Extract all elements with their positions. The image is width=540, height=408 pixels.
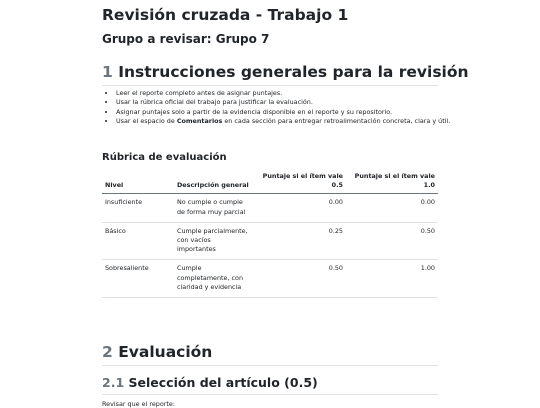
instruction-item	[116, 117, 452, 126]
rubric-table	[102, 170, 438, 298]
rubric-heading: Rúbrica de evaluación	[102, 152, 227, 163]
page-title: Revisión cruzada - Trabajo 1	[102, 6, 349, 24]
instruction-item	[116, 98, 452, 107]
section-2-1-intro-text: Revisar que el reporte:	[102, 400, 175, 408]
instruction-text: Usar la rúbrica oficial del trabajo para justificar la evaluación.	[116, 98, 313, 107]
page-subtitle: Grupo a revisar: Grupo 7	[102, 32, 270, 46]
column-header-description: Descripción general	[174, 170, 252, 194]
section-2-number: 2	[102, 343, 113, 361]
column-header-score-0-5: Puntaje si el ítem vale 0.5	[252, 170, 346, 194]
cell-score-0-5: 0.50	[252, 260, 346, 298]
cell-score-1-0: 1.00	[346, 260, 438, 298]
cell-score-1-0: 0.00	[346, 194, 438, 222]
instruction-item	[116, 89, 452, 98]
column-header-score-1-0: Puntaje si el ítem vale 1.0	[346, 170, 438, 194]
instruction-item	[116, 108, 452, 117]
section-1-title: Instrucciones generales para la revisión	[118, 63, 469, 81]
cell-level: Básico	[102, 222, 174, 260]
section-1-number: 1	[102, 63, 113, 81]
instruction-text: Usar el espacio de	[116, 117, 177, 126]
cell-level: Insuficiente	[102, 194, 174, 222]
instructions-list	[102, 89, 452, 127]
section-2-1-title: Selección del artículo (0.5)	[128, 375, 318, 390]
section-1-heading	[102, 63, 469, 86]
instruction-bold-text: Comentarios	[176, 117, 223, 126]
instruction-text: Leer el reporte completo antes de asignar puntajes.	[116, 89, 283, 97]
cell-score-0-5: 0.00	[252, 194, 346, 222]
table-row	[102, 194, 438, 222]
table-row	[102, 222, 438, 260]
instruction-text: Asignar puntajes solo a partir de la evidencia disponible en el reporte y su repositorio.	[116, 107, 393, 116]
cell-score-0-5: 0.25	[252, 222, 346, 260]
cell-description: Cumple parcialmente, con vacíos importantes	[174, 222, 252, 260]
column-header-level: Nivel	[102, 170, 174, 194]
section-2-title: Evaluación	[118, 343, 213, 361]
section-2-heading	[102, 343, 438, 366]
cell-description: Cumple completamente, con claridad y evidencia	[174, 260, 252, 298]
cell-description: No cumple o cumple de forma muy parcial	[174, 194, 252, 222]
cell-level: Sobresaliente	[102, 260, 174, 298]
cell-score-1-0: 0.50	[346, 222, 438, 260]
instruction-text: en cada sección para entregar retroalimentación concreta, clara y útil.	[222, 117, 451, 126]
table-row	[102, 260, 438, 298]
section-2-1-heading	[102, 375, 438, 395]
table-header-row	[102, 170, 438, 194]
section-2-1-number: 2.1	[102, 375, 125, 390]
